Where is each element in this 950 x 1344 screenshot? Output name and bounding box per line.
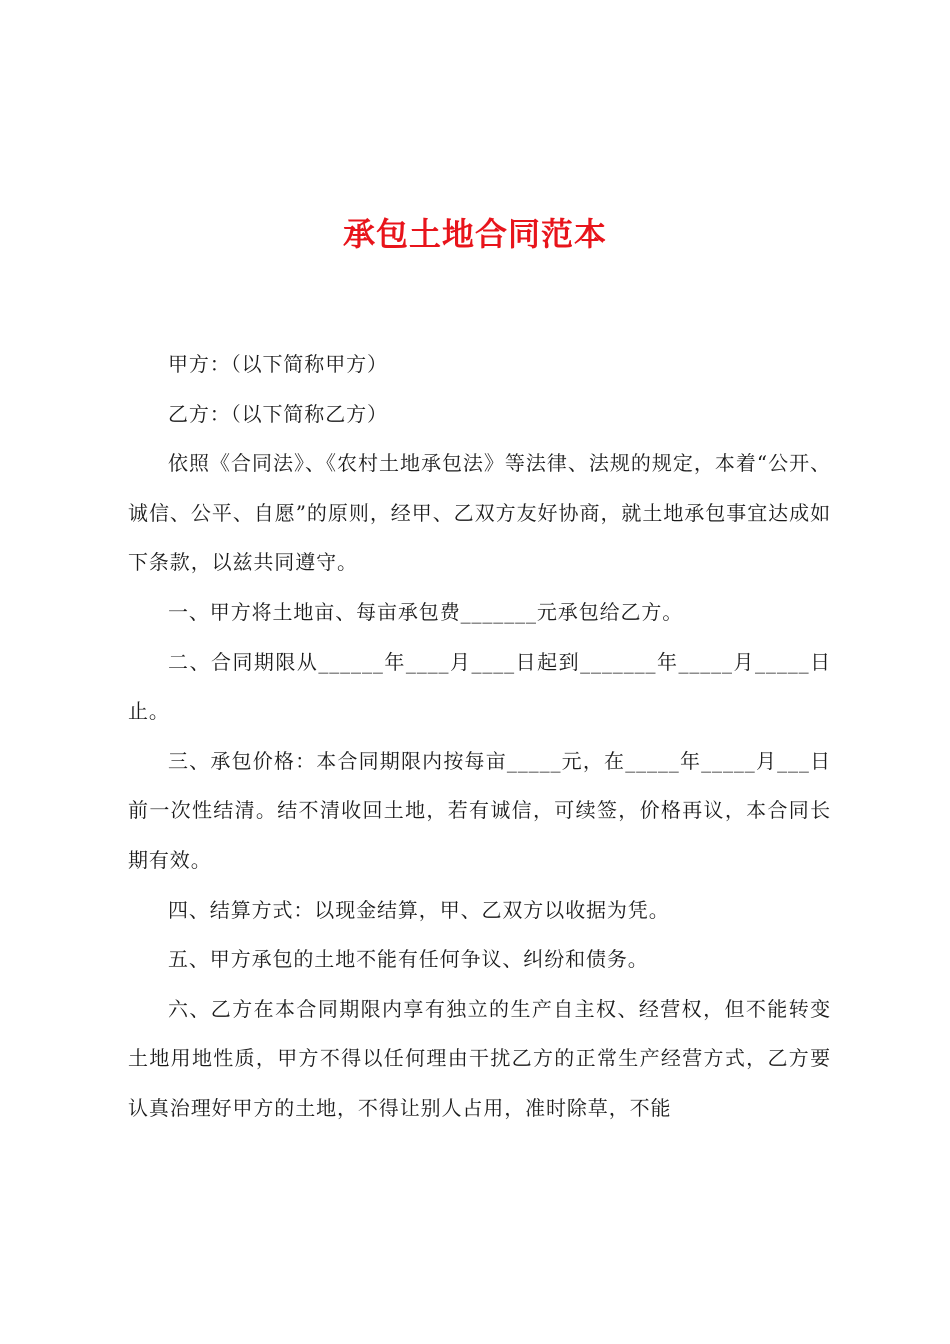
- party-a-line: 甲方：（以下简称甲方）: [168, 352, 388, 376]
- document-body: [128, 340, 831, 1134]
- clause-6: 六、乙方在本合同期限内享有独立的生产自主权、经营权，但不能转变土地用地性质，甲方不得以任何理由干扰乙方的正常生产经营方式，乙方要认真治理好甲方的土地，不得让别人占用，准时除草，不能: [128, 996, 831, 1120]
- clause-4: 四、结算方式：以现金结算，甲、乙双方以收据为凭。: [168, 897, 670, 922]
- clause-2: 二、合同期限从______年____月____日起到_______年_____月_____日止。: [128, 649, 831, 724]
- clause-3: 三、承包价格：本合同期限内按每亩_____元，在_____年_____月___日前一次性结清。结不清收回土地，若有诚信，可续签，价格再议，本合同长期有效。: [128, 748, 831, 872]
- party-b-line: 乙方：（以下简称乙方）: [168, 401, 388, 426]
- preamble-paragraph: 依照《合同法》、《农村土地承包法》等法律、法规的规定，本着“公开、诚信、公平、自愿”的原则，经甲、乙双方友好协商，就土地承包事宜达成如下条款，以兹共同遵守。: [128, 451, 831, 575]
- document-title: 承包土地合同范本: [342, 215, 607, 253]
- clause-5: 五、甲方承包的土地不能有任何争议、纠纷和债务。: [168, 947, 649, 972]
- clause-1: 一、甲方将土地亩、每亩承包费_______元承包给乙方。: [168, 599, 684, 624]
